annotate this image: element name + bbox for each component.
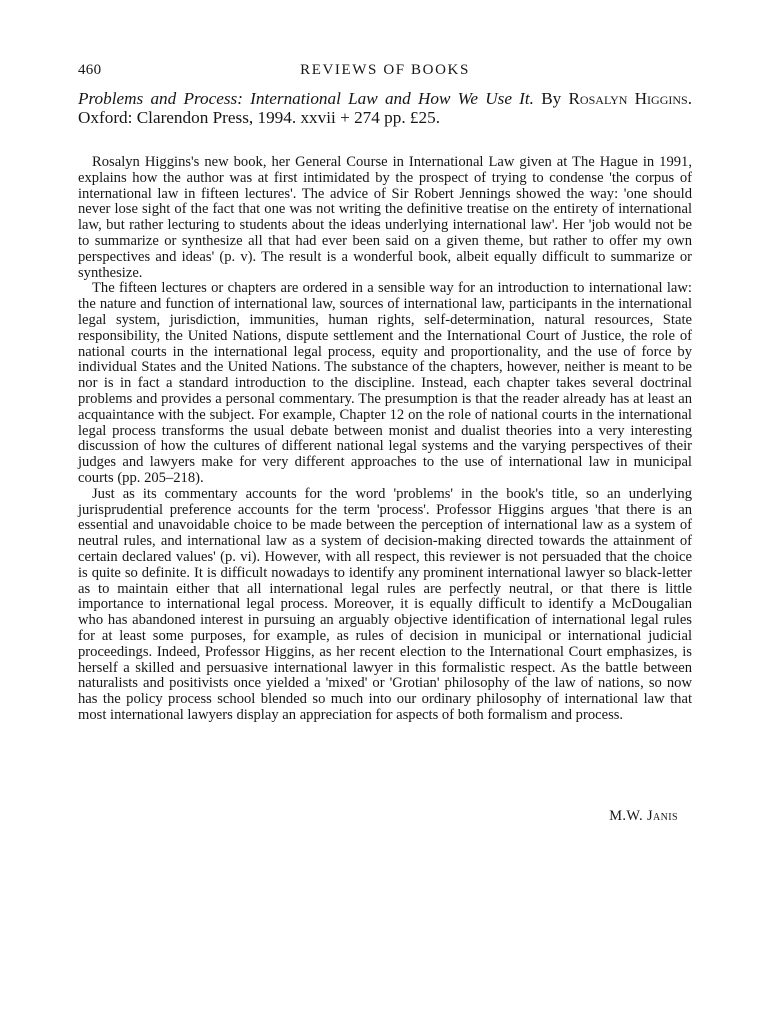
review-paragraph-2: The fifteen lectures or chapters are ordered in a sensible way for an introduction to international law: the nature and function of international law, sources of international law, participants in the international legal system, jurisdiction, immunities, human rights, self-determination, natural resources, State responsibility, the United Nations, dispute settlement and the International Court of Justice, the role of national courts in the international legal process, equity and proportionality, and the use of force by individual States and the United Nations. The substance of the chapters, however, neither is meant to be nor is in fact a standard introduction to the discipline. Instead, each chapter takes several doctrinal problems and provides a personal commentary. The presumption is that the reader already has at least an acquaintance with the subject. For example, Chapter 12 on the role of national courts in the international legal process transforms the usual debate between monist and dualist theories into a very interesting discussion of how the cultures of different national legal systems and the varying perspectives of their judges and lawyers make for very different approaches to the use of international law in municipal courts (pp. 205–218). [78, 280, 692, 486]
review-paragraph-3: Just as its commentary accounts for the word 'problems' in the book's title, so an underlying jurisprudential preference accounts for the term 'process'. Professor Higgins argues 'that there is an essential and unavoidable choice to be made between the perception of international law as a system of neutral rules, and international law as a system of decision-making directed towards the attainment of certain declared values' (p. vi). However, with all respect, this reviewer is not persuaded that the choice is quite so definite. It is difficult nowadays to identify any prominent international lawyer so black-letter as to maintain either that all international legal rules are perfectly neutral, or that there is little importance to international legal process. Moreover, it is equally difficult to identify a McDougalian who has abandoned interest in pursuing an arguably objective identification of international legal rules for at least some purposes, for example, as rules of decision in municipal or international judicial proceedings. Indeed, Professor Higgins, as her recent election to the International Court emphasizes, is herself a skilled and persuasive international lawyer in this formalistic respect. As the battle between naturalists and positivists once yielded a 'mixed' or 'Grotian' philosophy of the law of nations, so now has the policy process school blended so much into our ordinary philosophy of international law that most international lawyers display an appreciation for aspects of both formalism and process. [78, 485, 692, 723]
book-author: Rosalyn Higgins [568, 89, 688, 108]
reviewer-name: M.W. Janis [609, 808, 678, 824]
citation-by: By [541, 89, 562, 108]
reviewer-signature [78, 808, 678, 825]
running-head-title: REVIEWS OF BOOKS [300, 62, 470, 78]
review-paragraph-1: Rosalyn Higgins's new book, her General Course in International Law given at The Hague in 1991, explains how the author was at first intimidated by the prospect of trying to condense 'the corpus of international law in fifteen lectures'. The advice of Sir Robert Jennings showed the way: 'one should never lose sight of the fact that one was not writing the definitive treatise on the entirety of international law, but rather lecturing to students about the ideas underlying international law'. Her 'job would not be to summarize or synthesize all that had ever been said on a given theme, but rather to offer my own perspectives and ideas' (p. v). The result is a wonderful book, albeit equally difficult to summarize or synthesize. [78, 154, 692, 281]
book-citation [78, 89, 692, 127]
running-head [78, 62, 692, 82]
publication-details: . Oxford: Clarendon Press, 1994. xxvii + 274 pp. £25. [78, 89, 692, 127]
review-body [78, 155, 692, 724]
book-title: Problems and Process: International Law and How We Use It. [78, 89, 534, 108]
page-number: 460 [78, 62, 102, 78]
